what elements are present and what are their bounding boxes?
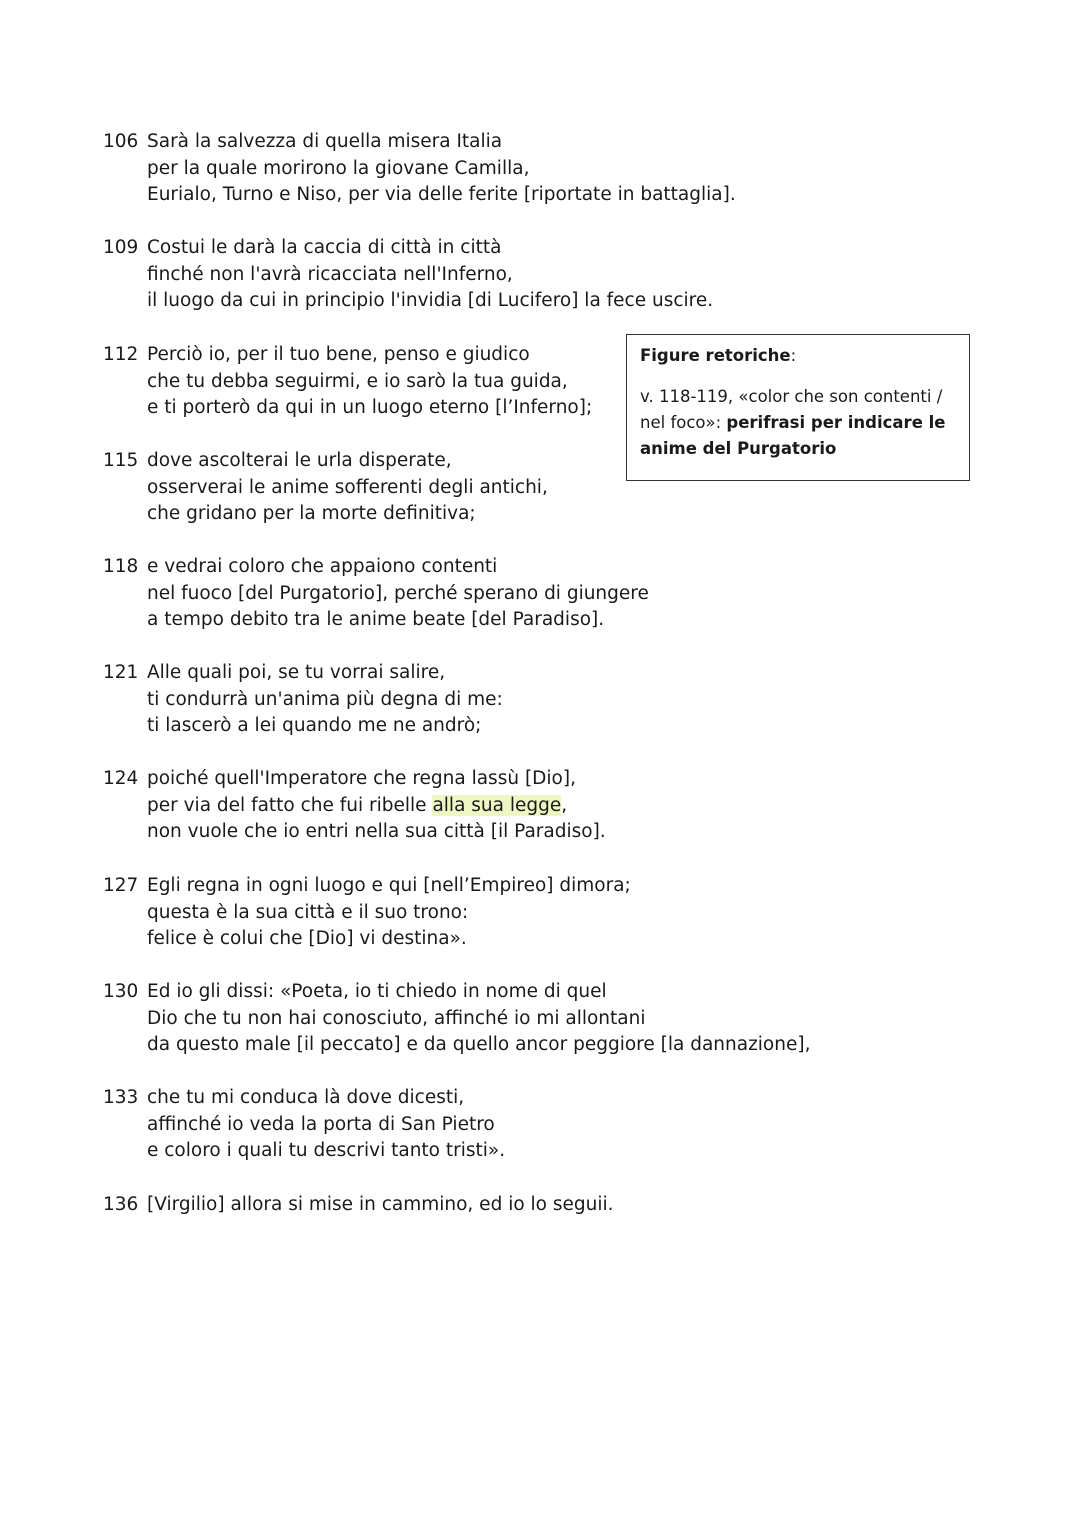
tercet-124 xyxy=(103,766,606,846)
verse-number: 115 xyxy=(103,450,139,471)
tercet-130 xyxy=(103,979,810,1059)
verse-line: felice è colui che [Dio] vi destina». xyxy=(147,928,467,950)
verse-number: 124 xyxy=(103,768,139,789)
verse-number: 130 xyxy=(103,981,139,1002)
tercet-127 xyxy=(103,873,631,953)
box-heading: Figure retoriche xyxy=(640,346,791,365)
tercet-115 xyxy=(103,448,548,528)
verse-line: Costui le darà la caccia di città in città xyxy=(147,237,502,258)
verse-line: e vedrai coloro che appaiono contenti xyxy=(147,556,498,577)
verse-line: Dio che tu non hai conosciuto, affinché io mi allontani xyxy=(147,1007,646,1029)
verse-line: Eurialo, Turno e Niso, per via delle ferite [riportate in battaglia]. xyxy=(147,184,736,206)
verse-number: 121 xyxy=(103,662,139,683)
verse-number: 109 xyxy=(103,237,139,258)
verse-line: nel fuoco [del Purgatorio], perché sperano di giungere xyxy=(147,582,649,604)
verse-line: non vuole che io entri nella sua città [il Paradiso]. xyxy=(147,821,606,843)
verse-line: e coloro i quali tu descrivi tanto tristi». xyxy=(147,1140,506,1162)
box-reference: v. 118-119, «color che son contenti / nel foco»: xyxy=(640,387,943,432)
box-explanation: perifrasi per indicare le anime del Purgatorio xyxy=(640,413,946,458)
rhetorical-figures-box xyxy=(626,334,970,481)
tercet-109 xyxy=(103,235,713,315)
verse-line: per la quale morirono la giovane Camilla, xyxy=(147,157,530,179)
verse-line: Sarà la salvezza di quella misera Italia xyxy=(147,131,503,152)
verse-number: 112 xyxy=(103,344,139,365)
verse-number: 106 xyxy=(103,131,139,152)
verse-line: che tu mi conduca là dove dicesti, xyxy=(147,1087,465,1108)
verse-number: 127 xyxy=(103,875,139,896)
verse-line: questa è la sua città e il suo trono: xyxy=(147,901,469,923)
verse-line: affinché io veda la porta di San Pietro xyxy=(147,1113,495,1135)
verse-line: Alle quali poi, se tu vorrai salire, xyxy=(147,662,446,683)
verse-line: osserverai le anime sofferenti degli antichi, xyxy=(147,476,548,498)
verse-line: che tu debba seguirmi, e io sarò la tua guida, xyxy=(147,370,568,392)
verse-line: Egli regna in ogni luogo e qui [nell’Empireo] dimora; xyxy=(147,875,631,896)
verse-line: il luogo da cui in principio l'invidia [di Lucifero] la fece uscire. xyxy=(147,290,714,312)
verse-line: dove ascolterai le urla disperate, xyxy=(147,450,452,471)
verse-line: ti condurrà un'anima più degna di me: xyxy=(147,688,503,710)
verse-line: da questo male [il peccato] e da quello ancor peggiore [la dannazione], xyxy=(147,1034,811,1056)
verse-line: ti lascerò a lei quando me ne andrò; xyxy=(147,715,482,737)
tercet-112 xyxy=(103,342,592,422)
verse-line xyxy=(103,793,606,820)
verse-number: 136 xyxy=(103,1194,139,1215)
tercet-118 xyxy=(103,554,649,634)
tercet-121 xyxy=(103,660,503,740)
verse-line: [Virgilio] allora si mise in cammino, ed io lo seguii. xyxy=(147,1194,614,1215)
tercet-133 xyxy=(103,1085,505,1165)
tercet-106 xyxy=(103,129,736,209)
verse-line: finché non l'avrà ricacciata nell'Inferno, xyxy=(147,263,513,285)
highlighted-text: alla sua legge xyxy=(432,794,562,816)
box-heading-colon: : xyxy=(790,346,797,365)
verse-number: 133 xyxy=(103,1087,139,1108)
verse-number: 118 xyxy=(103,556,139,577)
verse-text: per via del fatto che fui ribelle xyxy=(147,794,433,816)
tercet-136 xyxy=(103,1192,614,1219)
verse-punctuation: , xyxy=(561,794,568,816)
box-body xyxy=(640,384,956,462)
verse-line: poiché quell'Imperatore che regna lassù [Dio], xyxy=(147,768,576,789)
verse-line: che gridano per la morte definitiva; xyxy=(147,503,476,525)
verse-line: Ed io gli dissi: «Poeta, io ti chiedo in nome di quel xyxy=(147,981,607,1002)
verse-line: Perciò io, per il tuo bene, penso e giudico xyxy=(147,344,530,365)
verse-line: e ti porterò da qui in un luogo eterno [l’Inferno]; xyxy=(147,397,593,419)
verse-line: a tempo debito tra le anime beate [del Paradiso]. xyxy=(147,609,605,631)
